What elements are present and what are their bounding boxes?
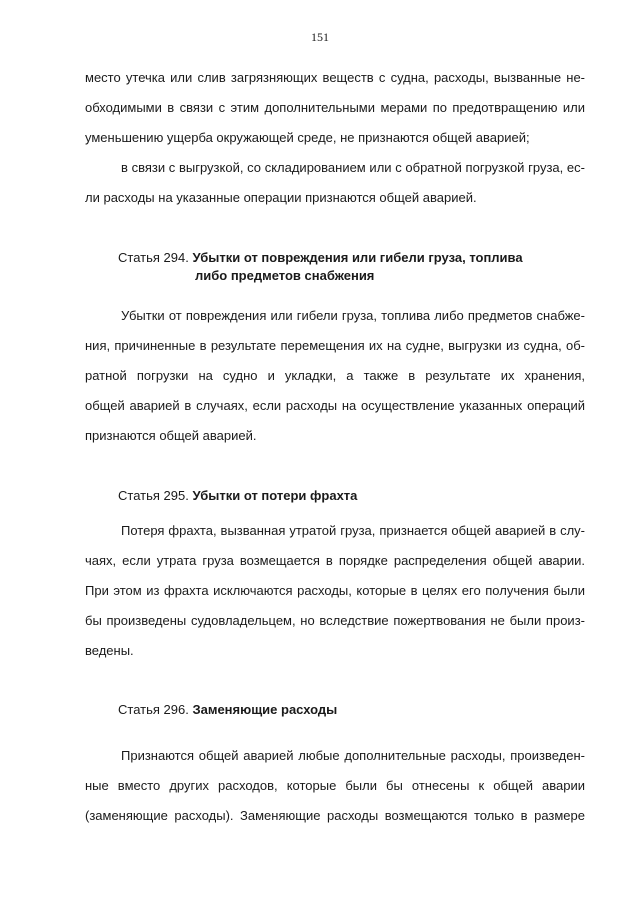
intro-list-item — [85, 153, 585, 213]
text-line: ния, причиненные в результате перемещения их на судне, выгрузки из судна, об- — [85, 338, 585, 353]
text-line: Потеря фрахта, вызванная утратой груза, признается общей аварией в слу- — [121, 523, 585, 538]
article-296-heading — [118, 701, 588, 719]
text-line: ведены. — [85, 643, 134, 658]
text-line: Признаются общей аварией любые дополнительные расходы, произведен- — [121, 748, 585, 763]
text-line: общей аварией в случаях, если расходы на осуществление указанных операций — [85, 398, 585, 413]
text-line: (заменяющие расходы). Заменяющие расходы возмещаются только в размере — [85, 808, 585, 823]
article-number: Статья 294. — [118, 250, 189, 265]
text-line: чаях, если утрата груза возмещается в порядке распределения общей аварии. — [85, 553, 585, 568]
text-line: ратной погрузки на судно и укладки, а также в результате их хранения, — [85, 368, 585, 383]
article-294-body — [85, 301, 585, 451]
article-294-heading — [118, 249, 588, 285]
intro-paragraph — [85, 63, 585, 153]
text-line: ные вместо других расходов, которые были бы отнесены к общей аварии — [85, 778, 585, 793]
text-line: признаются общей аварией. — [85, 428, 257, 443]
article-number: Статья 296. — [118, 702, 189, 717]
text-line: уменьшению ущерба окружающей среде, не признаются общей аварией; — [85, 130, 530, 145]
article-title: Убытки от потери фрахта — [192, 488, 358, 503]
article-295-heading — [118, 487, 588, 505]
text-line: бы произведены судовладельцем, но вследствие пожертвования не были произ- — [85, 613, 585, 628]
text-line: место утечка или слив загрязняющих веществ с судна, расходы, вызванные не- — [85, 70, 585, 85]
article-295-body — [85, 516, 585, 666]
text-line: Убытки от повреждения или гибели груза, топлива либо предметов снабже- — [121, 308, 585, 323]
article-title: Убытки от повреждения или гибели груза, топлива — [192, 250, 523, 265]
article-title: Заменяющие расходы — [192, 702, 338, 717]
text-line: ли расходы на указанные операции признаются общей аварией. — [85, 190, 477, 205]
text-line: в связи с выгрузкой, со складированием или с обратной погрузкой груза, ес- — [121, 160, 585, 175]
article-number: Статья 295. — [118, 488, 189, 503]
article-title-continued: либо предметов снабжения — [195, 268, 375, 283]
article-296-body — [85, 741, 585, 831]
text-line: обходимыми в связи с этим дополнительными мерами по предотвращению или — [85, 100, 585, 115]
page-number: 151 — [311, 30, 329, 44]
text-line: При этом из фрахта исключаются расходы, которые в целях его получения были — [85, 583, 585, 598]
